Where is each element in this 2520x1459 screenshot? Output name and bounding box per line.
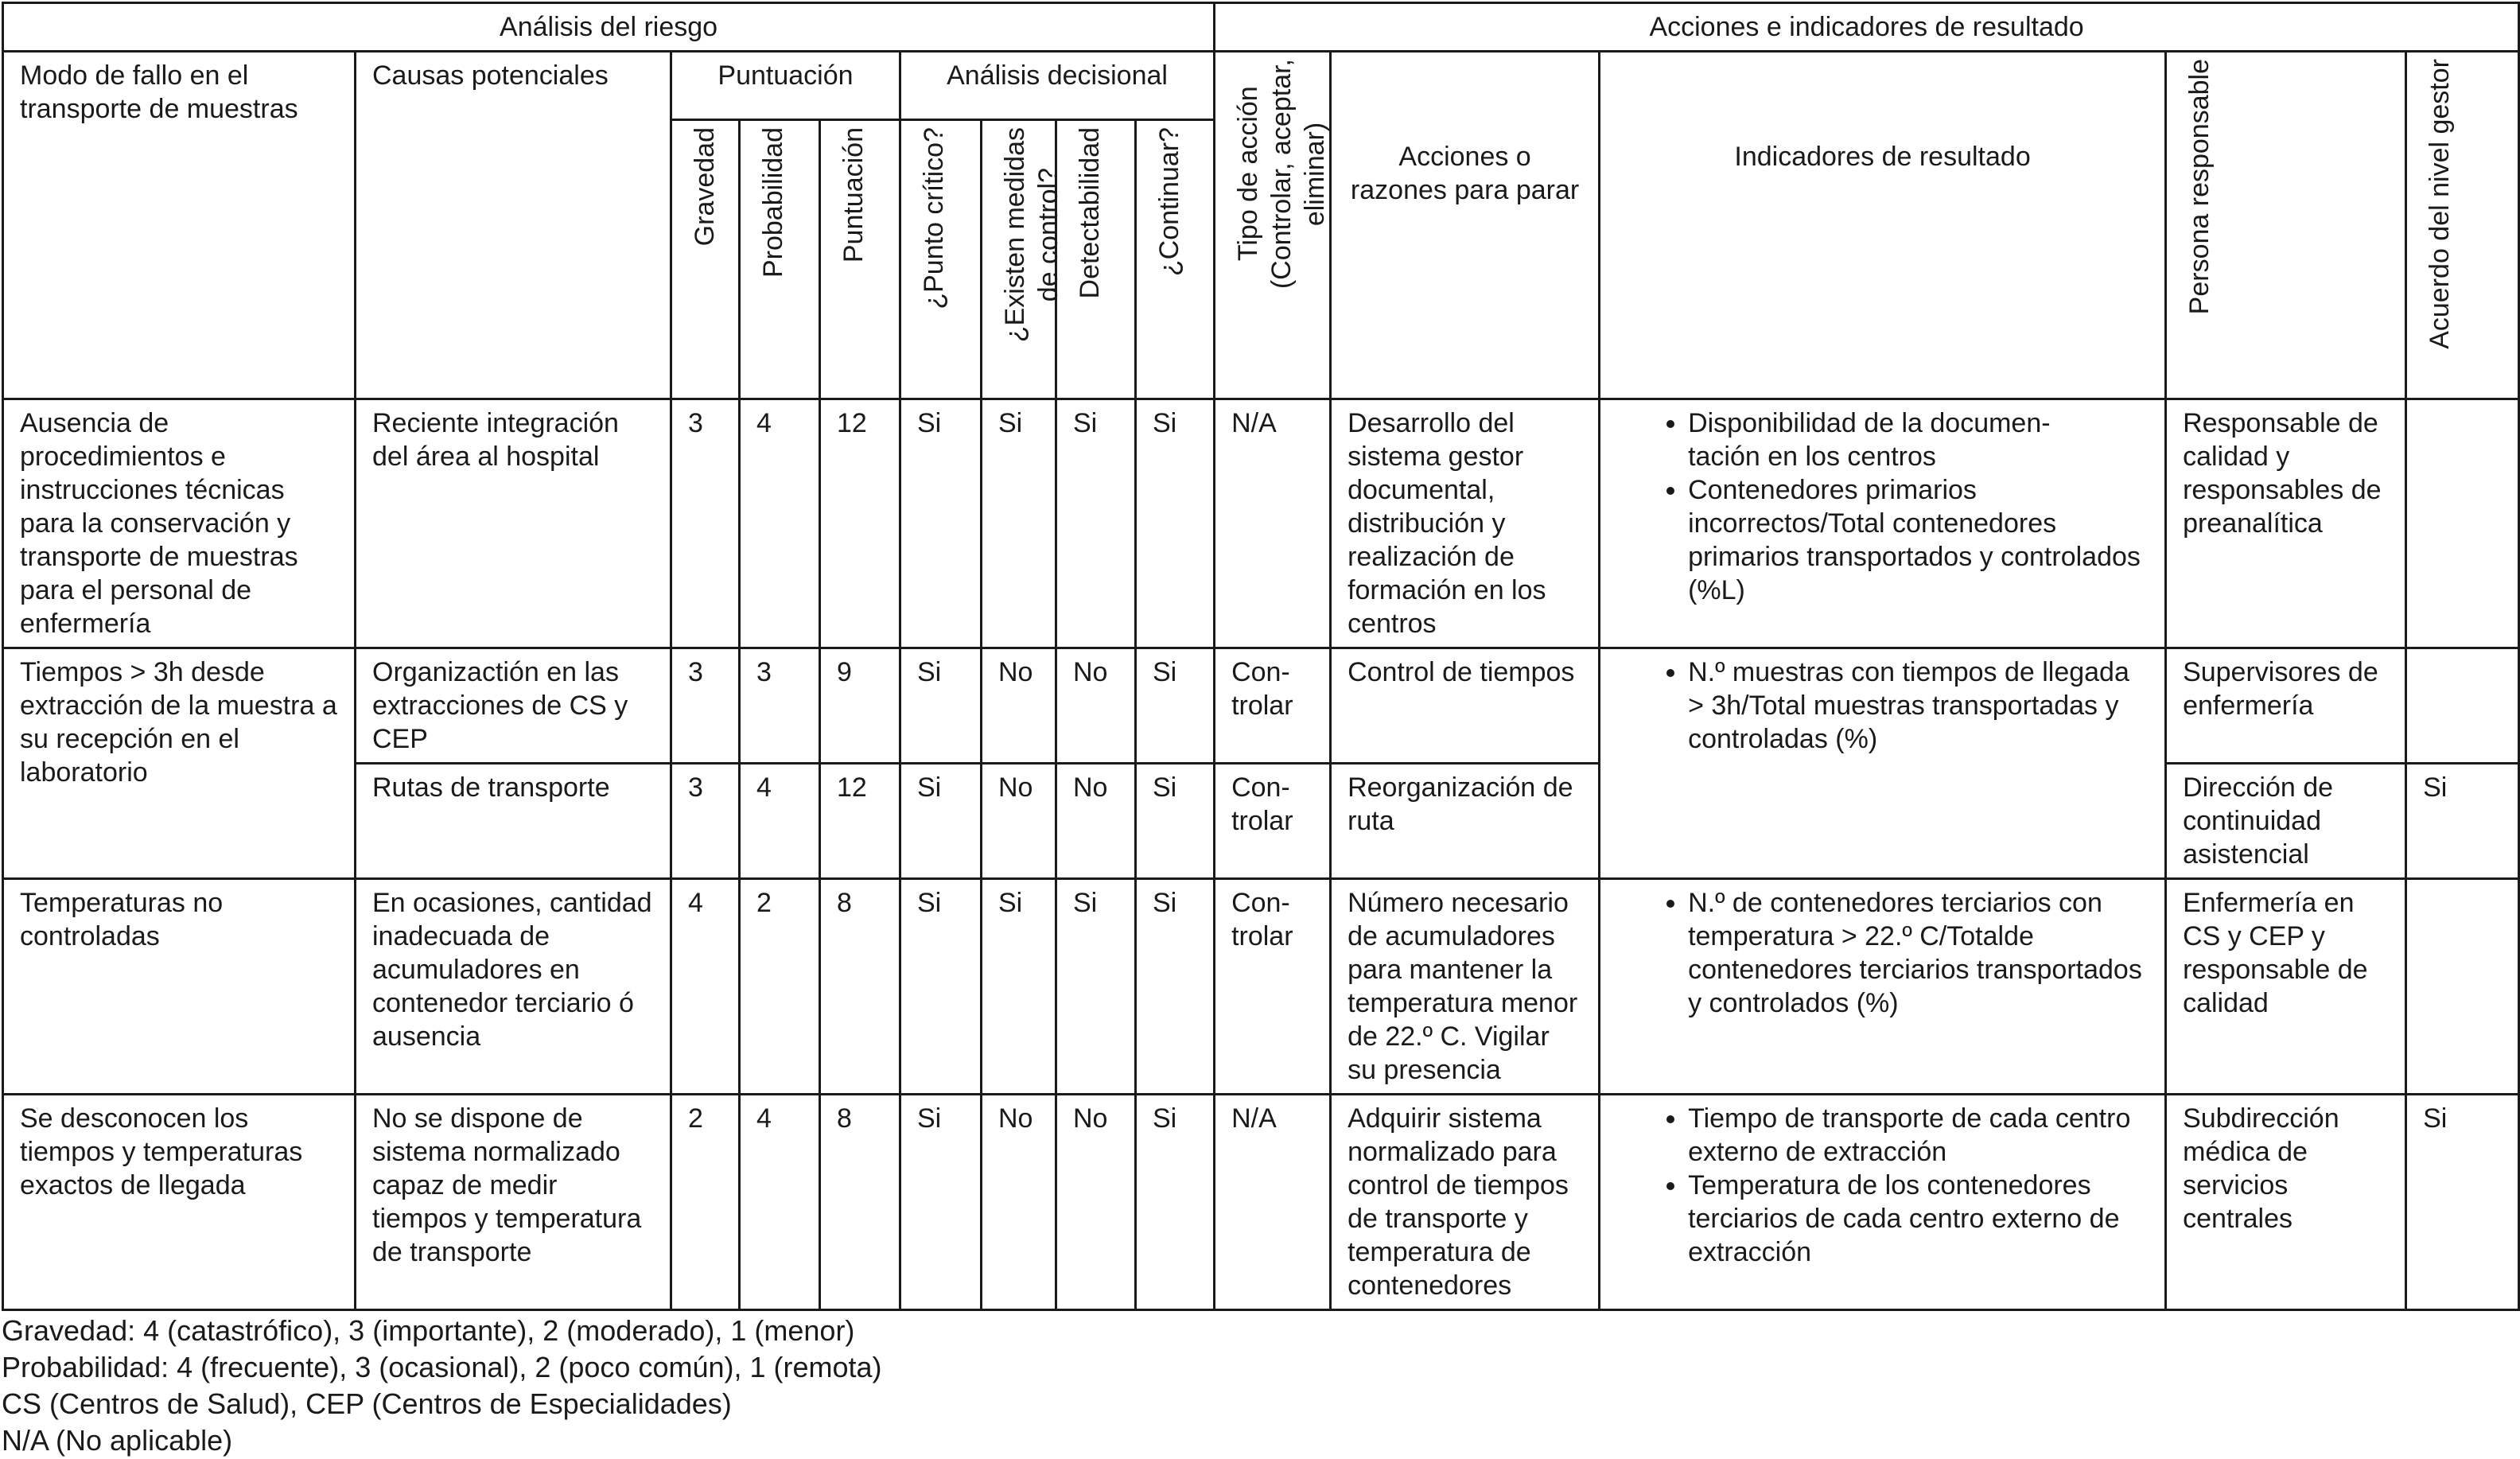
action-type-cell: Con- trolar [1215,764,1331,879]
footnote-severity: Gravedad: 4 (catastrófico), 3 (importante), 2 (moderado), 1 (menor) [2,1314,855,1347]
potential-causes-header: Causas potenciales [356,52,671,399]
table-row [3,399,2519,648]
probability-header-text: Probabilidad [758,127,788,278]
footnote-na: N/A (No aplicable) [2,1424,233,1457]
failure-mode-header: Modo de fallo en el transporte de muestras [3,52,356,399]
agreement-cell [2406,648,2519,764]
severity-cell: 2 [671,1095,740,1310]
severity-header-text: Gravedad [690,127,720,247]
score-cell: 12 [820,764,900,879]
action-cell: Desarrollo del sistema gestor documental, distribución y realización de formación en los centros [1331,399,1600,648]
failure-mode-cell: Se desconocen los tiempos y temperaturas exactos de llegada [3,1095,356,1310]
severity-cell: 3 [671,648,740,764]
action-cell: Adquirir sistema normalizado para control de tiempos de transporte y temperatura de contenedores [1331,1095,1600,1310]
indicator-item: • Contenedores primarios incorrectos/Total contenedores primarios transportados y controlados (%L) [1688,473,2149,607]
probability-cell: 3 [740,648,820,764]
responsible-header [2166,52,2406,399]
risk-analysis-header: Análisis del riesgo [3,3,1215,52]
severity-cell: 4 [671,879,740,1095]
action-cell: Número necesario de acumuladores para mantener la temperatura menor de 22.º C. Vigilar su presencia [1331,879,1600,1095]
indicators-cell [1600,399,2166,648]
agreement-header-text: Acuerdo del nivel gestor [2425,59,2456,349]
actions-reasons-header: Acciones o razones para parar [1331,52,1600,399]
action-type-cell: Con- trolar [1215,879,1331,1095]
severity-header [671,120,740,399]
indicators-cell [1600,879,2166,1095]
score-header [820,120,900,399]
indicator-item: • N.º de contenedores terciarios con temperatura > 22.º C/Totalde contenedores terciarios transportados y controlados (%) [1688,886,2149,1020]
indicators-cell [1600,1095,2166,1310]
action-type-header [1215,52,1331,399]
agreement-cell [2406,879,2519,1095]
cause-cell: Rutas de transporte [356,764,671,879]
continue-cell: Si [1136,879,1215,1095]
responsible-header-text: Persona responsable [2184,59,2215,315]
cause-cell: En ocasiones, cantidad inadecuada de acumuladores en contenedor terciario ó ausencia [356,879,671,1095]
agreement-cell [2406,399,2519,648]
measures-cell: No [982,1095,1056,1310]
severity-cell: 3 [671,764,740,879]
cause-cell: Organizactión en las extracciones de CS y CEP [356,648,671,764]
amfe-table [2,2,2520,1311]
indicator-item: • Temperatura de los contenedores terciarios de cada centro externo de extracción [1688,1169,2149,1269]
probability-cell: 4 [740,764,820,879]
table-row [3,648,2519,764]
critical-point-header-text: ¿Punto crítico? [919,127,949,309]
responsible-cell: Supervisores de enfermería [2166,648,2406,764]
critical-cell: Si [900,879,982,1095]
responsible-cell: Enfermería en CS y CEP y responsable de calidad [2166,879,2406,1095]
measures-cell: No [982,648,1056,764]
detectability-cell: Si [1056,399,1136,648]
critical-cell: Si [900,648,982,764]
measures-cell: Si [982,879,1056,1095]
detectability-header-text: Detectabilidad [1075,127,1105,299]
cause-cell: Reciente integración del área al hospital [356,399,671,648]
score-cell: 9 [820,648,900,764]
responsible-cell: Responsable de calidad y responsables de preanalítica [2166,399,2406,648]
agreement-cell: Si [2406,764,2519,879]
probability-cell: 4 [740,1095,820,1310]
measures-cell: No [982,764,1056,879]
control-measures-header [982,120,1064,399]
continue-header-text: ¿Continuar? [1154,127,1184,277]
continue-cell: Si [1136,764,1215,879]
responsible-cell: Subdirección médica de servicios centrales [2166,1095,2406,1310]
table-row [3,1095,2519,1310]
score-cell: 8 [820,879,900,1095]
footnote-probability: Probabilidad: 4 (frecuente), 3 (ocasional), 2 (poco común), 1 (remota) [2,1351,882,1383]
failure-mode-cell: Tiempos > 3h desde extracción de la muestra a su recepción en el laboratorio [3,648,356,879]
detectability-header [1056,120,1136,399]
probability-header [740,120,820,399]
detectability-cell: Si [1056,879,1136,1095]
decision-group-header: Análisis decisional [900,52,1215,120]
indicator-item: • N.º muestras con tiempos de llegada > 3h/Total muestras transportadas y controladas (%) [1688,656,2149,756]
continue-cell: Si [1136,399,1215,648]
measures-cell: Si [982,399,1056,648]
action-type-cell: N/A [1215,1095,1331,1310]
probability-cell: 2 [740,879,820,1095]
indicators-cell [1600,648,2166,879]
indicator-item: • Tiempo de transporte de cada centro externo de extracción [1688,1102,2149,1169]
severity-cell: 3 [671,399,740,648]
control-measures-header-text: ¿Existen medidas de control? [1000,127,1064,343]
footnote-centers: CS (Centros de Salud), CEP (Centros de Especialidades) [2,1387,732,1420]
critical-cell: Si [900,764,982,879]
critical-cell: Si [900,1095,982,1310]
responsible-cell: Dirección de continuidad asistencial [2166,764,2406,879]
detectability-cell: No [1056,1095,1136,1310]
detectability-cell: No [1056,648,1136,764]
action-cell: Control de tiempos [1331,648,1600,764]
failure-mode-cell: Temperaturas no controladas [3,879,356,1095]
agreement-cell: Si [2406,1095,2519,1310]
action-cell: Reorganización de ruta [1331,764,1600,879]
probability-cell: 4 [740,399,820,648]
footnotes [2,1313,882,1459]
critical-point-header [900,120,982,399]
actions-indicators-header: Acciones e indicadores de resultado [1215,3,2519,52]
score-cell: 8 [820,1095,900,1310]
table-row [3,879,2519,1095]
action-type-cell: Con- trolar [1215,648,1331,764]
score-group-header: Puntuación [671,52,900,120]
score-header-text: Puntuación [838,127,869,263]
score-cell: 12 [820,399,900,648]
indicator-item: • Disponibilidad de la documen- tación en los centros [1688,407,2149,473]
agreement-header [2406,52,2519,399]
action-type-cell: N/A [1215,399,1331,648]
failure-mode-cell: Ausencia de procedimientos e instrucciones técnicas para la conservación y transporte de muestras para el personal de enfermería [3,399,356,648]
continue-cell: Si [1136,648,1215,764]
result-indicators-header: Indicadores de resultado [1600,52,2166,399]
critical-cell: Si [900,399,982,648]
detectability-cell: No [1056,764,1136,879]
action-type-header-text: Tipo de acción (Controlar, aceptar, eliminar) [1233,59,1331,290]
continue-cell: Si [1136,1095,1215,1310]
cause-cell: No se dispone de sistema normalizado capaz de medir tiempos y temperatura de transporte [356,1095,671,1310]
continue-header [1136,120,1215,399]
